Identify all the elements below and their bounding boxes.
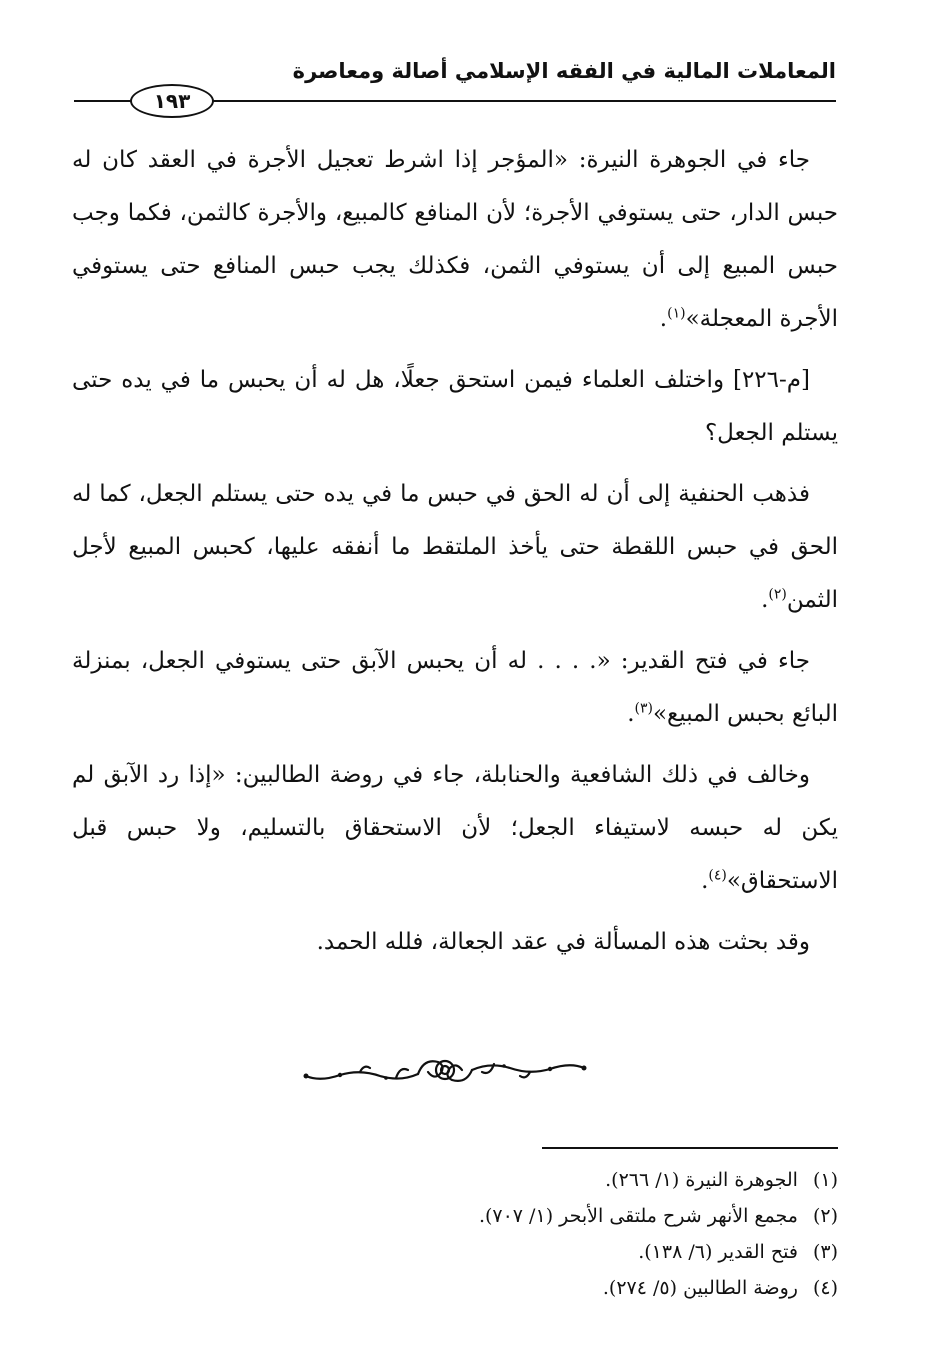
footnote-ref: (١) [667, 305, 686, 322]
paragraph [72, 468, 838, 627]
footnote-number: (٣) [812, 1241, 838, 1263]
paragraph-text: [م-٢٢٦] واختلف العلماء فيمن استحق جعلًا، هل له أن يحبس ما في يده حتى يستلم الجعل؟ [72, 367, 838, 446]
footnote [138, 1198, 838, 1234]
paragraph-end: . [659, 306, 668, 332]
paragraph-text: فذهب الحنفية إلى أن له الحق في حبس ما في يده حتى يستلم الجعل، كما له الحق في حبس اللقطة حتى يأخذ الملتقط ما أنفقه عليها، كحبس المبيع لأجل الثمن [72, 481, 838, 613]
running-head-title: المعاملات المالية في الفقه الإسلامي أصالة ومعاصرة [292, 59, 836, 83]
paragraph [72, 635, 838, 741]
footnote-separator [542, 1147, 838, 1149]
paragraph [72, 354, 838, 460]
footnote-number: (٤) [812, 1277, 838, 1299]
footnote [138, 1234, 838, 1270]
paragraph [72, 749, 838, 908]
paragraph-end: . [701, 868, 709, 894]
body-text [72, 134, 838, 977]
footnote [138, 1270, 838, 1306]
page-number: ١٩٣ [130, 84, 214, 118]
paragraph-text: جاء في الجوهرة النيرة: «المؤجر إذا اشرط تعجيل الأجرة في العقد كان له حبس الدار، حتى يستوفي الأجرة؛ لأن المنافع كالمبيع، والأجرة كالثمن، فكما وجب حبس المبيع إلى أن يستوفي الثمن، فكذلك يجب حبس المنافع حتى يستوفي الأجرة المعجلة» [72, 147, 838, 332]
footnote-text: فتح القدير (٦/ ١٣٨). [638, 1241, 798, 1263]
paragraph-end: . [627, 701, 635, 727]
paragraph-text: جاء في فتح القدير: «. . . . له أن يحبس الآبق حتى يستوفي الجعل، بمنزلة البائع بحبس المبيع» [72, 648, 838, 727]
footnote-number: (١) [812, 1169, 838, 1191]
footnote [138, 1162, 838, 1198]
footnote-ref: (٣) [634, 700, 653, 717]
paragraph-text: وخالف في ذلك الشافعية والحنابلة، جاء في روضة الطالبين: «إذا رد الآبق لم يكن له حبسه لاستيفاء الجعل؛ لأن الاستحقاق بالتسليم، ولا حبس قبل الاستحقاق» [72, 762, 838, 894]
footnote-text: الجوهرة النيرة (١/ ٢٦٦). [605, 1169, 798, 1191]
footnotes [138, 1162, 838, 1306]
footnote-text: روضة الطالبين (٥/ ٢٧٤). [602, 1277, 798, 1299]
footnote-ref: (٢) [768, 586, 787, 603]
paragraph-end: . [761, 587, 769, 613]
paragraph-text: وقد بحثت هذه المسألة في عقد الجعالة، فلله الحمد. [316, 929, 810, 955]
paragraph [72, 916, 838, 969]
footnote-number: (٢) [812, 1205, 838, 1227]
paragraph [72, 134, 838, 346]
ornament-divider-icon [300, 1048, 590, 1090]
footnote-ref: (٤) [708, 867, 727, 884]
footnote-text: مجمع الأنهر شرح ملتقى الأبحر (١/ ٧٠٧). [478, 1205, 798, 1227]
